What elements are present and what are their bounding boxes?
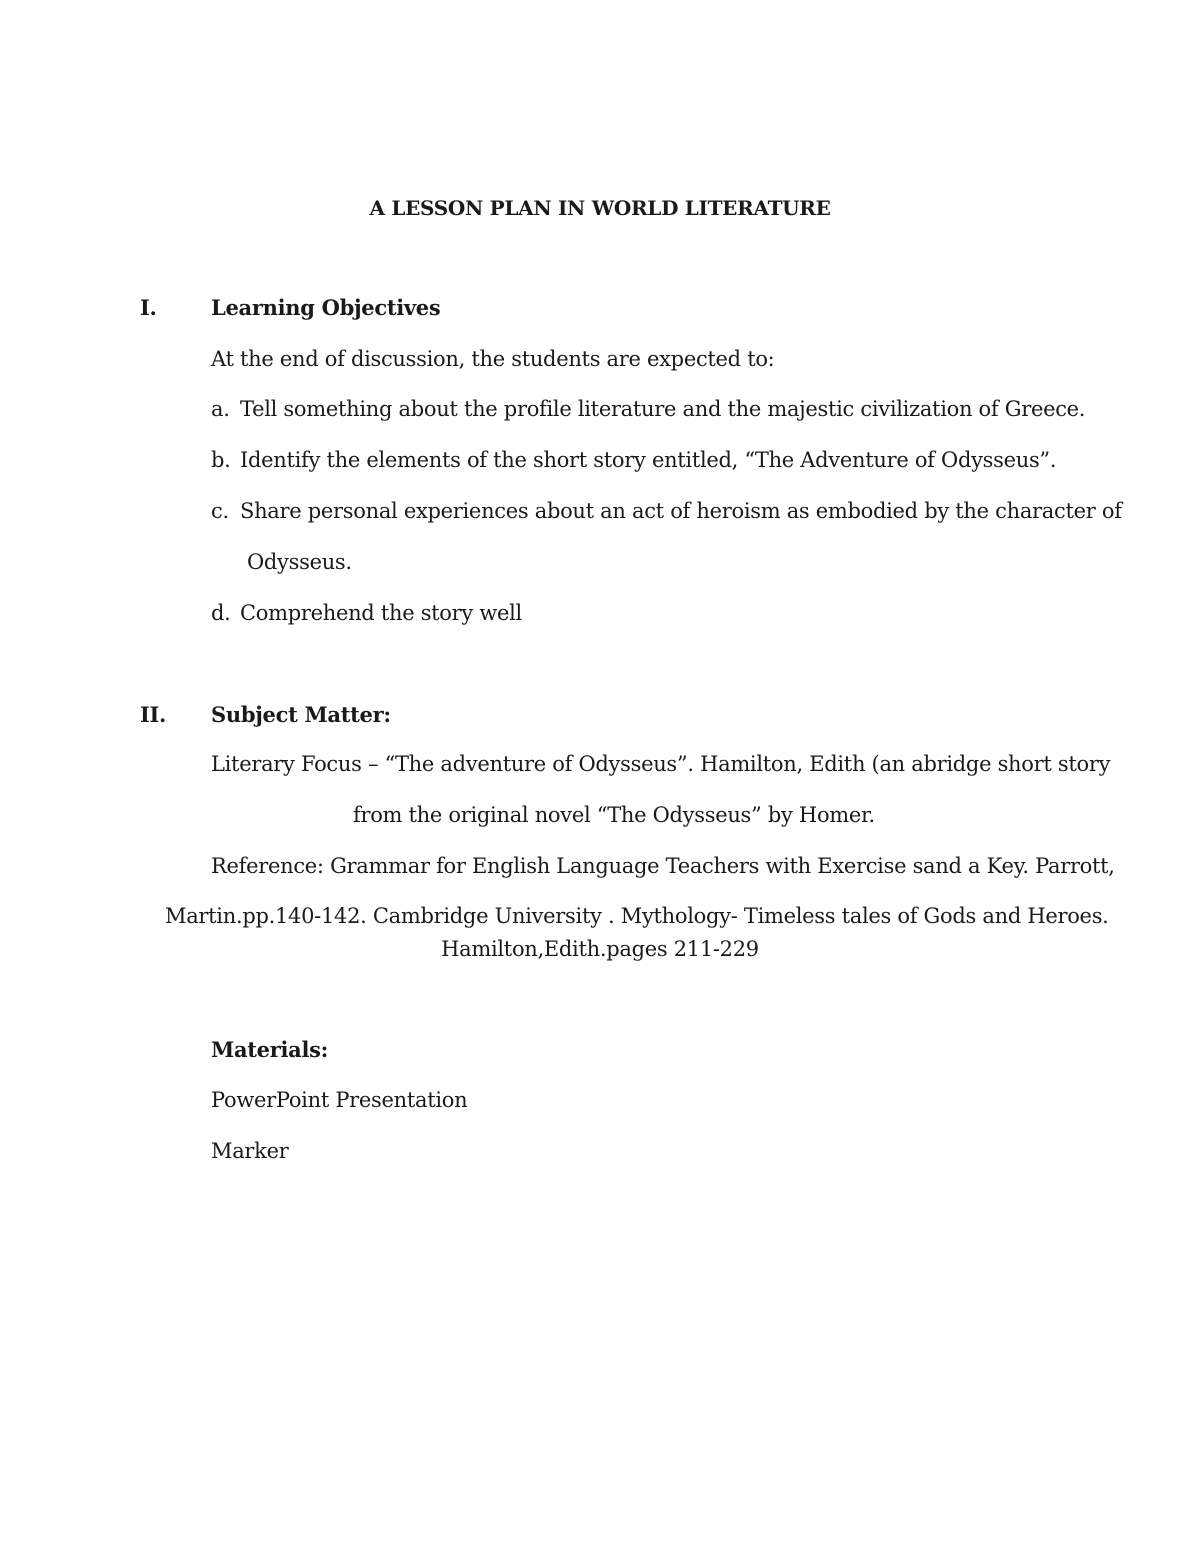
material-item: Marker	[211, 1139, 289, 1163]
objective-c-marker: c.	[211, 499, 229, 523]
literary-focus-line-1: Literary Focus – “The adventure of Odysseus”. Hamilton, Edith (an abridge short story	[211, 752, 1111, 776]
reference-line-2: Martin.pp.140-142. Cambridge University . Mythology- Timeless tales of Gods and Heroes.	[165, 904, 1109, 928]
section-2-numeral: II.	[140, 702, 167, 727]
objective-d-text: Comprehend the story well	[240, 601, 522, 625]
objectives-intro: At the end of discussion, the students are expected to:	[211, 347, 775, 371]
literary-focus-line-2: from the original novel “The Odysseus” by Homer.	[353, 803, 875, 827]
objective-b-marker: b.	[211, 448, 231, 472]
objective-a-text: Tell something about the profile literature and the majestic civilization of Greece.	[240, 397, 1086, 421]
objective-a-marker: a.	[211, 397, 230, 421]
material-item: PowerPoint Presentation	[211, 1088, 468, 1112]
objective-b-text: Identify the elements of the short story entitled, “The Adventure of Odysseus”.	[240, 448, 1057, 472]
materials-heading: Materials:	[211, 1037, 329, 1062]
section-1-heading: Learning Objectives	[211, 295, 441, 320]
document-title: A LESSON PLAN IN WORLD LITERATURE	[369, 196, 831, 220]
section-2-heading: Subject Matter:	[211, 702, 391, 727]
objective-d-marker: d.	[211, 601, 231, 625]
reference-line-1: Reference: Grammar for English Language Teachers with Exercise sand a Key. Parrott,	[211, 854, 1115, 878]
section-1-numeral: I.	[140, 295, 157, 320]
objective-c-continuation: Odysseus.	[247, 550, 352, 574]
objective-c-text: Share personal experiences about an act of heroism as embodied by the character of	[240, 499, 1122, 523]
reference-line-3: Hamilton,Edith.pages 211-229	[441, 937, 759, 961]
